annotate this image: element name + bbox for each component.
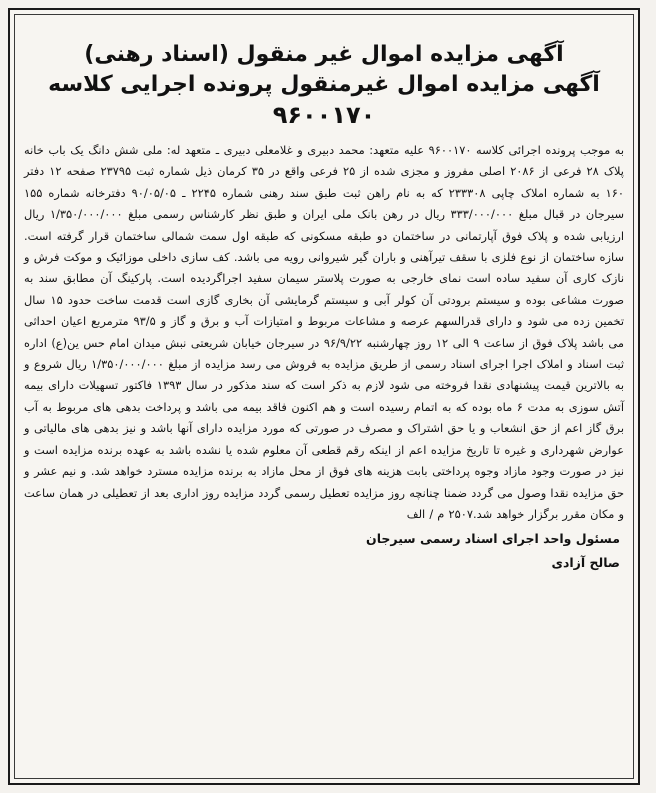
notice-case-number: ۹۶۰۰۱۷۰ (272, 101, 376, 129)
notice-body: به موجب پرونده اجرائی کلاسه ۹۶۰۰۱۷۰ علیه متعهد: محمد دبیری و غلامعلی دبیری ـ متعهد له: ملی شش دانگ یک باب خانه پلاک ۲۸ فرعی از ۲۰۸۶ اصلی مفروز و مجزی شده از ۲۵ فرعی واقع در ۳۵ کرمان ذیل شماره ثبت ۲۳۷۹۵ صفحه ۱۲ دفتر ۱۶۰ به شماره املاک چاپی ۲۳۳۳۰۸ که به نام راهن ثبت طبق سند رهنی شماره ۲۲۴۵ ـ ۹۰/۰۵/۰۵ دفترخانه شماره ۱۵۵ سیرجان در قبال مبلغ ۳۳۳/۰۰۰/۰۰۰ ریال در رهن بانک ملی ایران و طبق نظر کارشناس رسمی مبلغ ۱/۳۵۰/۰۰۰/۰۰۰ ریال ارزیابی شده و پلاک فوق آپارتمانی در ساختمان دو طبقه مسکونی که طبقه اول سمت شمالی ساختمان قرار گرفته است. سازه ساختمان از نوع فلزی با سقف تیرآهنی و باران گیر شیروانی رویه می باشد. کف سازی داخلی موزائیک و موکت فرش و نازک کاری آن سفید ساده است نمای خارجی به صورت پلاستر سیمان سفید اجراگردیده است. پارکینگ آن مطابق سند به صورت مشاعی بوده و سیستم برودتی آن کولر آبی و سیستم گرمایشی آن بخاری گازی است قدمت ساخت حدود ۱۵ سال تخمین زده می شود و دارای قدرالسهم عرصه و مشاعات مربوط و امتیازات آب و برق و گاز و ۹۳/۵ مترمربع اعیان احداثی می باشد پلاک فوق از ساعت ۹ الی ۱۲ روز چهارشنبه ۹۶/۹/۲۲ در سیرجان خیابان شریعتی نبش میدان امام حس ین(ع) اداره ثبت اسناد و املاک اجرا اجرای اسناد رسمی از طریق مزایده به فروش می رسد مزایده از مبلغ ۱/۳۵۰/۰۰۰/۰۰۰ ریال شروع و به بالاترین قیمت پیشنهادی نقدا فروخته می شود لازم به ذکر است که سند مذکور در سال ۱۳۹۳ فاکتور تسهیلات دارای بیمه آتش سوزی به مدت ۶ ماه بوده که به اتمام رسیده است و هم اکنون فاقد بیمه می باشد و پرداخت بدهی های مربوط به آب برق گاز اعم از حق انشعاب و یا حق اشتراک و مصرف در صورتی که مورد مزایده دارای آنها باشد و نیز بدهی های مالیاتی و عوارض شهرداری و غیره تا تاریخ مزایده اعم از اینکه رقم قطعی آن معلوم شده یا نشده باشد به عهده برنده مزایده است و نیز در صورت وجود مازاد وجوه پرداختی بابت هزینه های فوق از محل مازاد به برنده مزایده مسترد خواهد شد. و نیم عشر و حق مزایده نقدا وصول می گردد ضمنا چنانچه روز مزایده تعطیل رسمی گردد مزایده روز اداری بعد از تعطیلی در همان ساعت و مکان مقرر برگزار خواهد شد.۲۵۰۷ م / الف (24, 143, 625, 521)
notice-title-main: آگهی مزایده اموال غیر منقول (اسناد رهنی) (84, 42, 564, 67)
signature-title: مسئول واحد اجرای اسناد رسمی سیرجان (366, 531, 620, 547)
signature-name: صالح آزادی (551, 555, 620, 571)
notice-title-sub: آگهی مزایده اموال غیرمنقول پرونده اجرایی کلاسه (48, 72, 600, 97)
notice-frame (8, 8, 640, 785)
